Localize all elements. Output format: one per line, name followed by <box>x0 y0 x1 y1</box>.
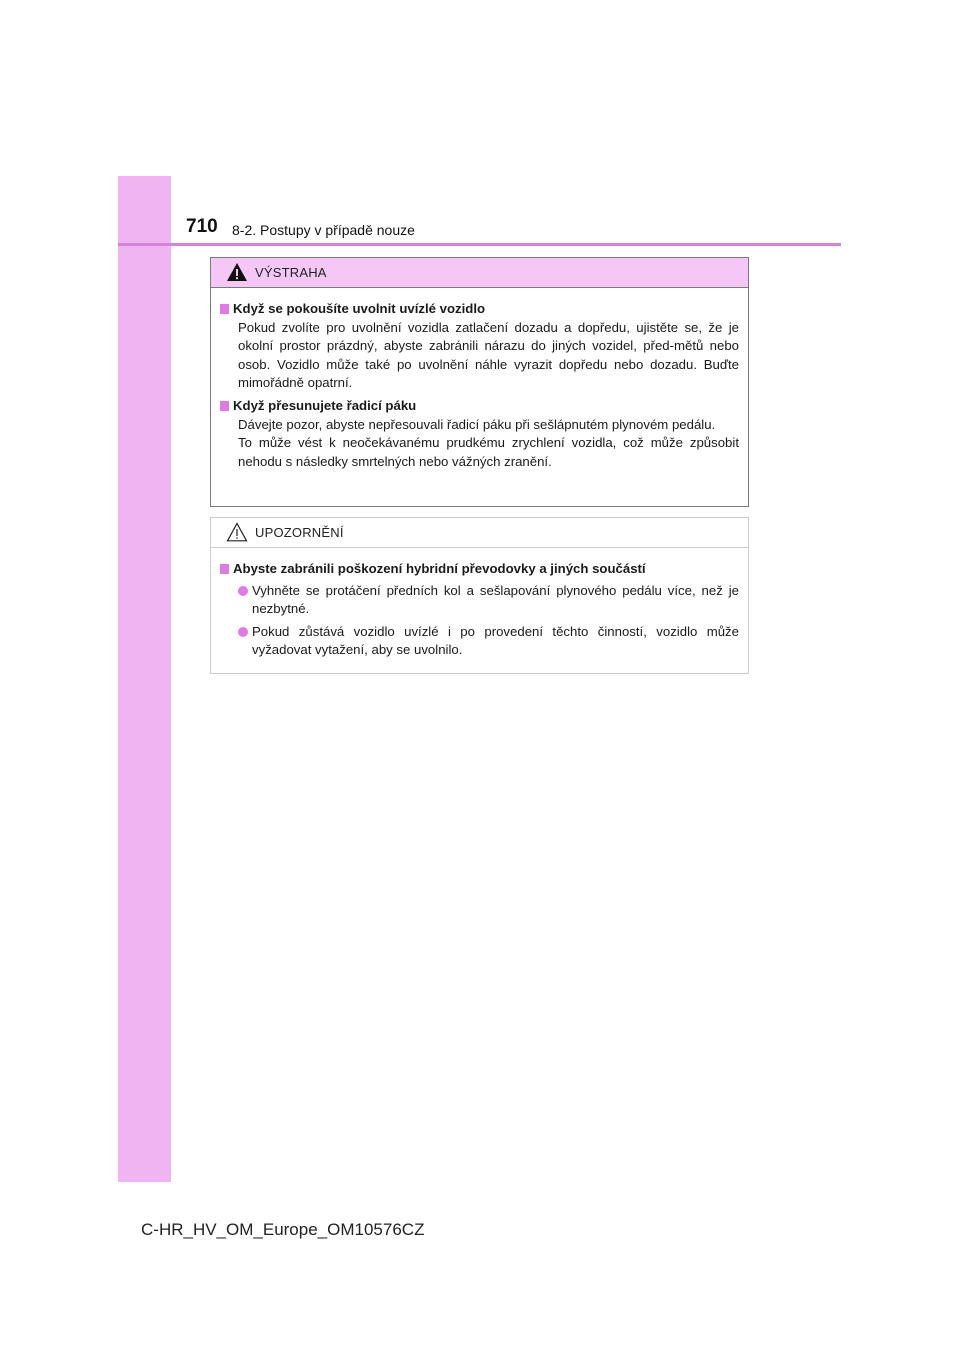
warning-header <box>211 258 748 288</box>
notice-body <box>211 548 748 660</box>
notice-bullet <box>238 582 739 619</box>
warning-item-title <box>220 397 739 416</box>
warning-body <box>211 288 748 471</box>
warning-item-title <box>220 300 739 319</box>
caution-triangle-icon <box>226 522 248 542</box>
page-number: 710 <box>186 216 218 237</box>
round-bullet-icon <box>238 627 248 637</box>
square-bullet-icon <box>220 564 229 574</box>
warning-item-title-text: Když přesunujete řadicí páku <box>233 397 417 413</box>
notice-box <box>210 517 749 674</box>
notice-label: UPOZORNĚNÍ <box>255 525 344 540</box>
notice-title <box>220 560 739 579</box>
chapter-side-tab <box>118 176 171 1182</box>
notice-bullet <box>238 623 739 660</box>
section-title: 8-2. Postupy v případě nouze <box>232 222 415 238</box>
warning-label: VÝSTRAHA <box>255 265 327 280</box>
square-bullet-icon <box>220 304 229 314</box>
warning-item-text: Pokud zvolíte pro uvolnění vozidla zatlačení dozadu a dopředu, ujistěte se, že je okolní prostor prázdný, abyste zabránili nárazu do jiných vozidel, před-mětů nebo osob. Vozidlo může také po uvolnění náhle vyrazit dopředu nebo dozadu. Buďte mimořádně opatrní. <box>238 319 739 391</box>
header-divider <box>118 243 841 246</box>
round-bullet-icon <box>238 586 248 596</box>
notice-bullet-text: Vyhněte se protáčení předních kol a sešlapování plynového pedálu více, než je nezbytné. <box>252 582 739 617</box>
warning-box <box>210 257 749 507</box>
notice-header <box>211 518 748 548</box>
warning-item-text: To může vést k neočekávanému prudkému zrychlení vozidla, což může způsobit nehodu s následky smrtelných nebo vážných zranění. <box>238 435 739 469</box>
warning-item-text: Dávejte pozor, abyste nepřesouvali řadicí páku při sešlápnutém plynovém pedálu. <box>238 416 716 432</box>
square-bullet-icon <box>220 401 229 411</box>
warning-item-title-text: Když se pokoušíte uvolnit uvízlé vozidlo <box>233 301 486 316</box>
notice-title-text: Abyste zabránili poškození hybridní převodovky a jiných součástí <box>233 561 646 576</box>
footer-doc-id: C-HR_HV_OM_Europe_OM10576CZ <box>141 1220 425 1239</box>
warning-triangle-icon <box>226 262 248 282</box>
notice-bullet-text: Pokud zůstává vozidlo uvízlé i po provedení těchto činností, vozidlo může vyžadovat vytažení, aby se uvolnilo. <box>252 623 739 658</box>
